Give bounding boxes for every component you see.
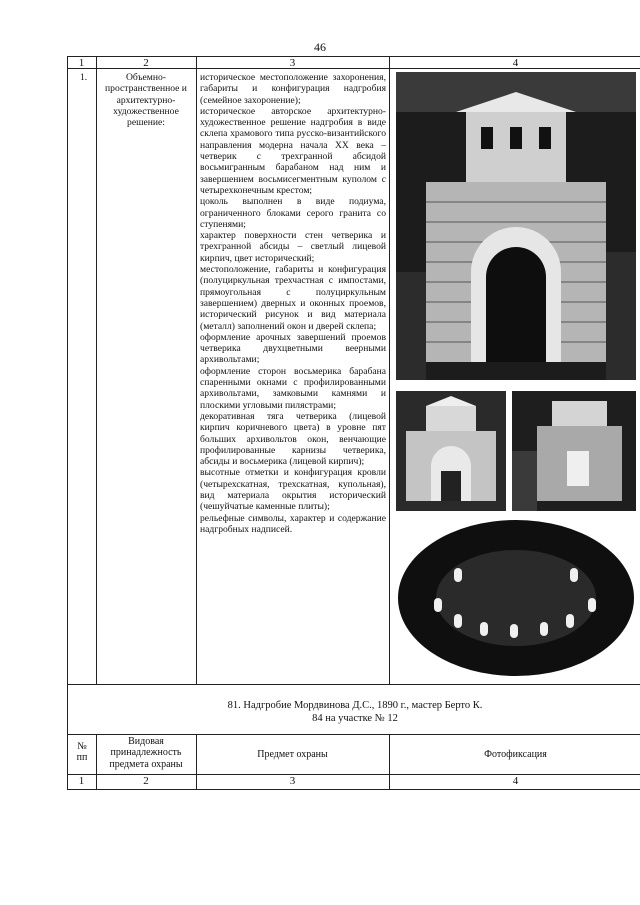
subject-item: историческое местоположение захоронения, габариты и конфигурация надгробия (семейное захоронение); [200,72,386,106]
page-number: 46 [314,40,326,54]
top-header-col-2: 2 [143,57,149,69]
section-title [67,699,640,725]
header-photo: Фотофиксация [484,749,547,760]
subject-item: высотные отметки и конфигурация кровли (четырехскатная, трехскатная, купольная), вид материала окрытия исторический (чешуйчатые каменные плиты); [200,467,386,513]
subject-item: декоративная тяга четверика (лицевой кирпич коричневого цвета) в уровне пят больших архивольтов окон, венчающие профилированные карнизы четверика, абсиды и восьмерика (лицевой кирпич); [200,410,386,468]
bottom-header-col-2: 2 [143,775,149,787]
row-number: 1. [80,72,88,83]
section-title-line1: 81. Надгробие Мордвинова Д.С., 1890 г., мастер Берто К. [227,700,483,711]
bottom-header-col-1: 1 [78,775,85,787]
col-divider-1 [96,56,97,684]
table-section-divider [67,734,640,735]
header-subject: Предмет охраны [257,749,328,760]
col-divider-2 [196,56,197,684]
subject-item: характер поверхности стен четверика и трехгранной абсиды – светлый лицевой кирпич, цвет исторический; [200,230,386,264]
row-type: Объемно-пространственное и архитектурно-художественное решение: [105,72,187,129]
protected-subject-list [200,72,386,535]
section-title-line2: 84 на участке № 12 [312,713,398,724]
subject-item: историческое авторское архитектурно-художественное решение надгробия в виде склепа храмового типа русско-византийского направления модерна начала XX века – четверик с трехгранной абсидой восьмигранным барабаном над ним и завершением восьмисегментным куполом с четырехконечным крестом; [200,105,386,196]
top-header-col-3: 3 [289,57,296,69]
bottom-header-col-4: 4 [512,775,519,787]
subject-item: местоположение, габариты и конфигурация (полуциркульная трехчастная с импостами, прямоугольная с полуциркульным завершением) дверных и оконных проемов, исторический рисунок и вид материала (металл) заполнений окон и дверей склепа; [200,264,386,332]
subject-item: оформление арочных завершений проемов четверика двухцветными веерными архивольтами; [200,331,386,366]
subject-item: оформление сторон восьмерика барабана спаренными окнами с профилированными архивольтами, замковыми камнями и плоскими угловыми пилястрами; [200,365,386,411]
table-border-bottom [67,789,640,790]
subject-item: цоколь выполнен в виде подиума, ограниченного блоками серого гранита со ступенями; [200,196,386,230]
top-header-col-4: 4 [512,57,519,69]
col-divider-3 [389,56,390,684]
table-border-left [67,56,68,790]
bottom-header-col-3: 3 [289,775,296,787]
subject-item: рельефные символы, характер и содержание надгробных надписей. [200,512,386,535]
photo-crypt-facade [396,72,636,380]
table-row-divider [67,684,640,685]
photo-dome-interior [396,518,636,678]
photo-crypt-side [396,391,506,511]
top-header-col-1: 1 [78,57,85,69]
header-num: № пп [76,741,88,764]
header-type: Видовая принадлежность предмета охраны [109,736,183,770]
photo-crypt-rear [512,391,636,511]
